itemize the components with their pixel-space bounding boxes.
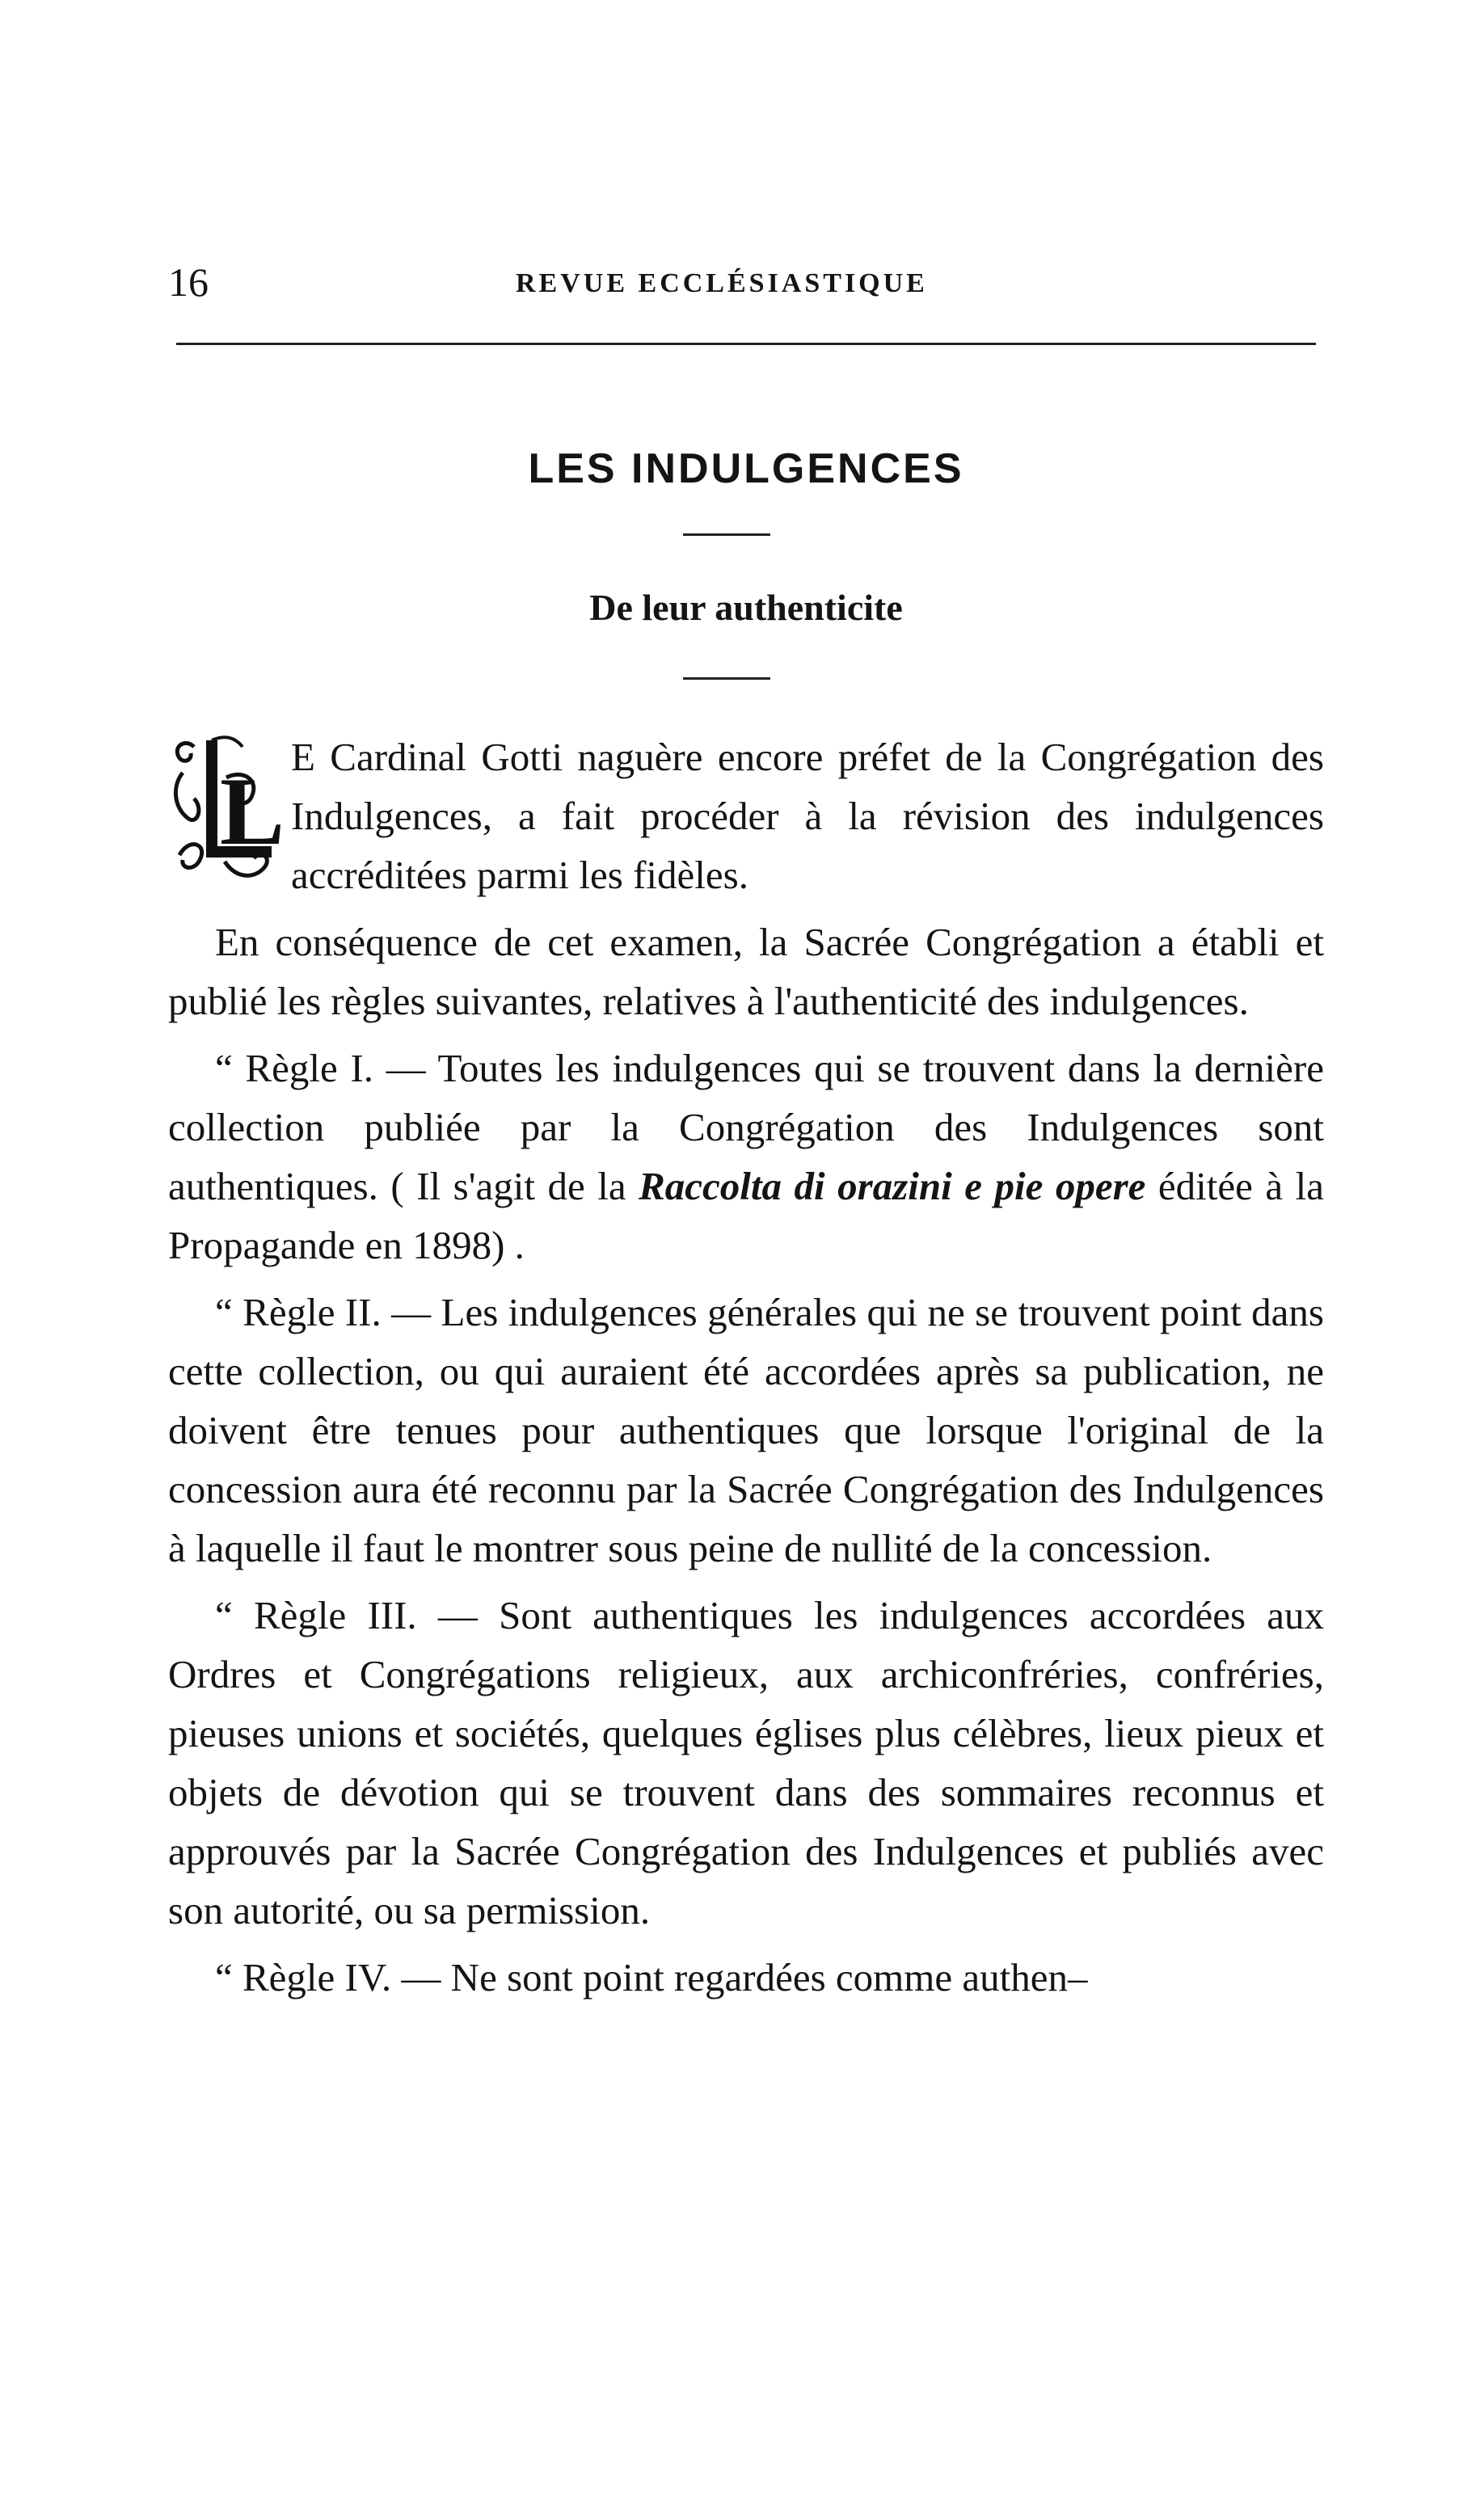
subtitle-divider: [683, 677, 770, 680]
paragraph-intro: [168, 727, 1324, 904]
title-divider: [683, 533, 770, 536]
running-head: [168, 242, 1324, 307]
article-title: LES INDULGENCES: [528, 445, 964, 492]
document-page: [168, 242, 1324, 2000]
journal-title: REVUE ECCLÉSIASTIQUE: [516, 268, 928, 298]
paragraph-rule-3: “ Règle III. — Sont authentiques les indulgences accordées aux Ordres et Congrégations religieux, aux archiconfréries, confréries, pieuses unions et sociétés, quelques églises plus célèbres, lieux pieux et objets de dévotion qui se trouvent dans des sommaires reconnus et approuvés par la Sacrée Congrégation des Indulgences et publiés avec son autorité, ou sa permission.: [168, 1593, 1324, 1932]
drop-cap-letter: L: [220, 757, 281, 865]
paragraph-consequence: En conséquence de cet examen, la Sacrée Congrégation a établi et publié les règles suivantes, relatives à l'authenticité des indulgences.: [168, 920, 1324, 1023]
paragraph-rule-1: [168, 1039, 1324, 1275]
header-rule: [176, 343, 1316, 345]
paragraph-rule-4: “ Règle IV. — Ne sont point regardées comme authen–: [215, 1955, 1088, 2000]
rule-1-italic-title: Raccolta di orazini e pie opere: [639, 1164, 1146, 1208]
article-subtitle: De leur authenticite: [589, 587, 903, 628]
ornamental-drop-cap: [168, 731, 281, 884]
rule-1-text-end: éditée à la Propagande en 1898) .: [168, 1164, 1324, 1267]
article-body: [168, 727, 1324, 2007]
paragraph-rule-2: “ Règle II. — Les indulgences générales qui ne se trouvent point dans cette collection, ou qui auraient été accordées après sa publication, ne doivent être tenues pour authentiques que lorsque l'original de la concession aura été reconnu par la Sacrée Congrégation des Indulgences à laquelle il faut le montrer sous peine de nullité de la concession.: [168, 1290, 1324, 1570]
page-number: 16: [168, 259, 209, 305]
rule-1-text: “ Règle I. — Toutes les indulgences qui se trouvent dans la dernière collection publiée par la Congrégation des Indulgences sont authentiques. ( Il s'agit de la: [168, 1046, 1324, 1208]
paragraph-intro-text: E Cardinal Gotti naguère encore préfet de la Congrégation des Indulgences, a fait procéder à la révision des indulgences accréditées parmi les fidèles.: [291, 735, 1324, 897]
